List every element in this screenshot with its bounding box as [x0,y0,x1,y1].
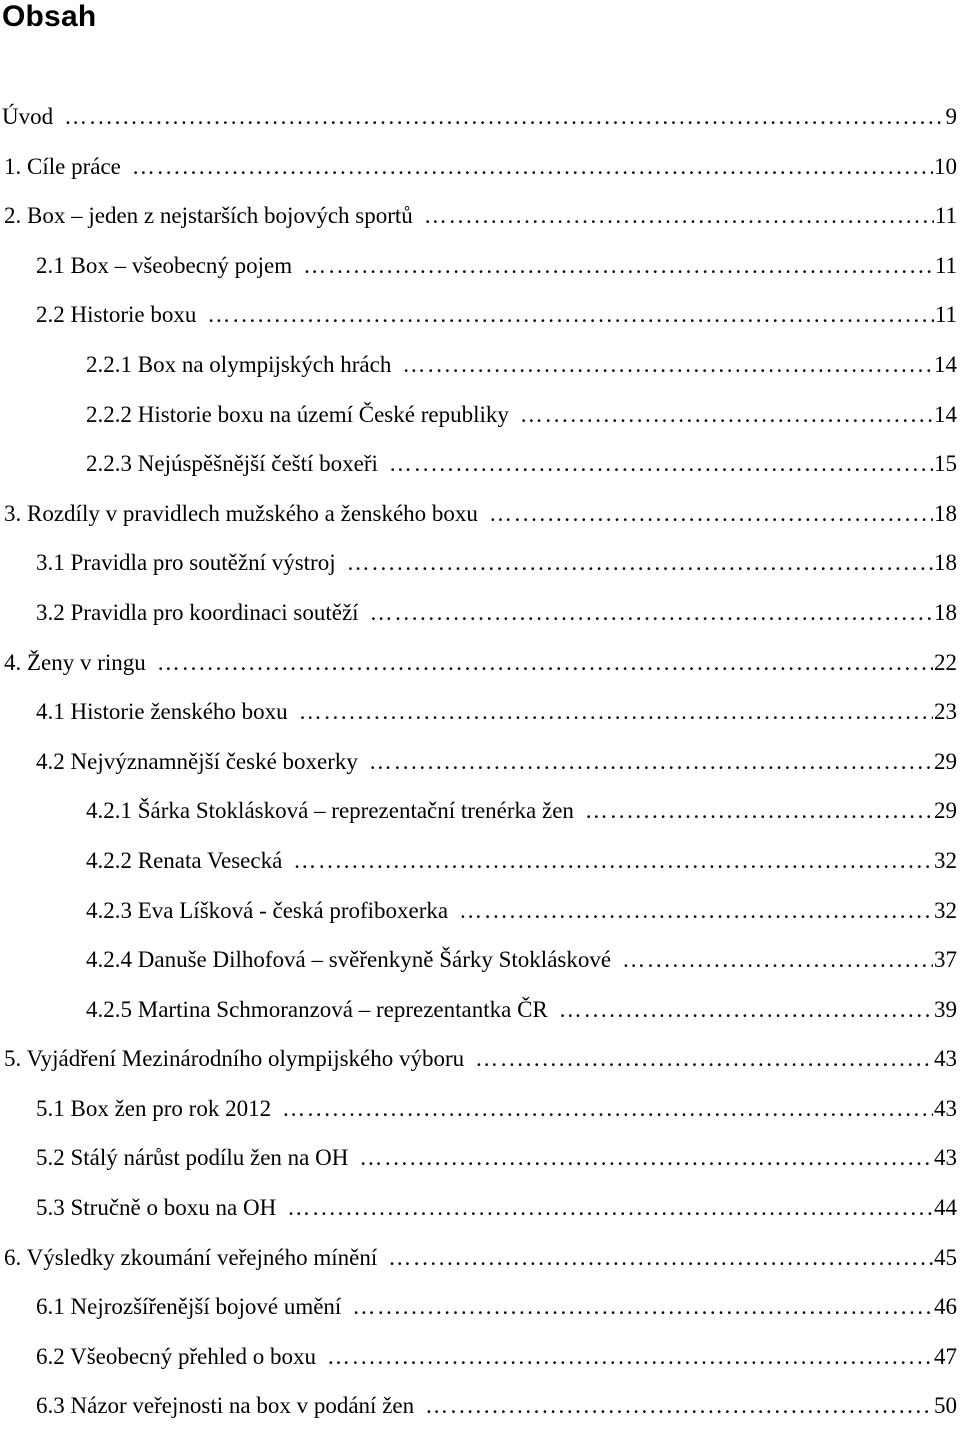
toc-dot-leader [378,1233,933,1283]
toc-entry-page-number: 18 [934,550,957,576]
toc-entry-page-number: 43 [934,1145,957,1171]
toc-entry-title: 4.2.5 Martina Schmoranzová – reprezentantka ČR [86,996,548,1022]
toc-entry[interactable] [0,92,960,142]
toc-dot-leader [54,92,944,142]
toc-entry-page-number: 29 [934,798,957,824]
toc-dot-leader [449,886,933,936]
toc-dot-leader [612,935,933,985]
toc-entry-title: 4.2 Nejvýznamnější české boxerky [36,748,358,774]
toc-dot-leader [479,489,933,539]
toc-entry-page-number: 43 [934,1095,957,1121]
toc-entry-page-number: 32 [934,847,957,873]
toc-dot-leader [337,538,933,588]
toc-entry-title: 6. Výsledky zkoumání veřejného mínění [4,1244,378,1270]
toc-entry-title: 2.2.2 Historie boxu na území České republiky [86,401,509,427]
page-title: Obsah [2,0,97,33]
toc-entry-title: 2.2.3 Nejúspěšnější čeští boxeři [86,451,378,477]
toc-entry[interactable] [0,985,960,1035]
toc-entry[interactable] [0,290,960,340]
toc-entry-title: 5.3 Stručně o boxu na OH [36,1195,277,1221]
toc-entry-page-number: 46 [934,1294,957,1320]
toc-entry-title: 4.2.2 Renata Vesecká [86,847,283,873]
toc-entry-title: 2.2 Historie boxu [36,302,197,328]
toc-entry-page-number: 39 [934,996,957,1022]
toc-dot-leader [197,290,933,340]
toc-entry-title: 4.2.3 Eva Líšková - česká profiboxerka [86,897,449,923]
toc-entry-page-number: 10 [934,153,957,179]
toc-entry-page-number: 45 [934,1244,957,1270]
toc-entry[interactable] [0,439,960,489]
toc-entry[interactable] [0,1332,960,1382]
toc-entry-page-number: 50 [934,1393,957,1419]
toc-entry-title: 5. Vyjádření Mezinárodního olympijského výboru [4,1046,465,1072]
toc-entry-title: Úvod [2,104,54,129]
toc-entry-title: 2.2.1 Box na olympijských hrách [86,351,392,377]
toc-entry-page-number: 9 [945,104,957,129]
toc-entry-title: 5.2 Stálý nárůst podílu žen na OH [36,1145,349,1171]
toc-dot-leader [549,985,933,1035]
toc-entry[interactable] [0,489,960,539]
toc-entry-page-number: 43 [934,1046,957,1072]
toc-entry[interactable] [0,142,960,192]
toc-entry[interactable] [0,340,960,390]
toc-dot-leader [465,1034,933,1084]
toc-entry-page-number: 14 [934,351,957,377]
toc-dot-leader [359,737,933,787]
toc-entry[interactable] [0,638,960,688]
toc-entry-title: 3. Rozdíly v pravidlech mužského a ženského boxu [4,500,478,526]
toc-entry-page-number: 23 [934,699,957,725]
toc-entry[interactable] [0,588,960,638]
toc-entry[interactable] [0,836,960,886]
toc-entry-title: 2. Box – jeden z nejstarších bojových sportů [4,203,413,229]
toc-dot-leader [277,1183,933,1233]
toc-entry-title: 4.2.4 Danuše Dilhofová – svěřenkyně Šárky Stokláskové [86,947,612,973]
toc-dot-leader [415,1381,933,1431]
toc-entry-page-number: 11 [934,252,957,278]
toc-dot-leader [392,340,933,390]
toc-entry[interactable] [0,191,960,241]
toc-entry-page-number: 11 [934,302,957,328]
toc-entry-page-number: 18 [934,500,957,526]
toc-entry-page-number: 22 [934,649,957,675]
toc-entry[interactable] [0,886,960,936]
toc-entry[interactable] [0,687,960,737]
table-of-contents [0,92,960,1431]
toc-entry-page-number: 47 [934,1343,957,1369]
toc-dot-leader [414,191,934,241]
toc-entry[interactable] [0,538,960,588]
toc-entry[interactable] [0,390,960,440]
toc-entry-page-number: 32 [934,897,957,923]
toc-dot-leader [289,687,933,737]
toc-entry[interactable] [0,1282,960,1332]
toc-dot-leader [317,1332,933,1382]
toc-entry[interactable] [0,737,960,787]
toc-entry-title: 6.3 Názor veřejnosti na box v podání žen [36,1393,415,1419]
toc-entry[interactable] [0,1133,960,1183]
toc-dot-leader [379,439,933,489]
toc-entry-title: 3.2 Pravidla pro koordinaci soutěží [36,599,359,625]
toc-dot-leader [360,588,933,638]
toc-dot-leader [349,1133,933,1183]
toc-entry-title: 6.1 Nejrozšířenější bojové umění [36,1294,342,1320]
toc-entry-title: 2.1 Box – všeobecný pojem [36,252,293,278]
toc-entry[interactable] [0,1233,960,1283]
toc-entry-page-number: 11 [934,203,957,229]
toc-entry-page-number: 15 [934,451,957,477]
toc-entry-page-number: 29 [934,748,957,774]
toc-entry[interactable] [0,1183,960,1233]
toc-dot-leader [342,1282,933,1332]
toc-entry-page-number: 14 [934,401,957,427]
toc-entry[interactable] [0,1381,960,1431]
toc-entry-page-number: 44 [934,1195,957,1221]
toc-entry[interactable] [0,935,960,985]
toc-dot-leader [293,241,934,291]
toc-entry-title: 4.1 Historie ženského boxu [36,699,288,725]
toc-entry[interactable] [0,1034,960,1084]
toc-dot-leader [283,836,933,886]
toc-entry-title: 3.1 Pravidla pro soutěžní výstroj [36,550,336,576]
toc-entry[interactable] [0,1084,960,1134]
toc-entry-page-number: 37 [934,947,957,973]
toc-dot-leader [147,638,933,688]
toc-entry-title: 4.2.1 Šárka Stoklásková – reprezentační trenérka žen [86,798,574,824]
toc-entry[interactable] [0,786,960,836]
toc-dot-leader [272,1084,933,1134]
toc-entry-title: 1. Cíle práce [4,153,121,179]
toc-entry-page-number: 18 [934,599,957,625]
toc-entry[interactable] [0,241,960,291]
toc-dot-leader [510,390,933,440]
toc-dot-leader [575,786,933,836]
toc-entry-title: 4. Ženy v ringu [4,649,146,675]
toc-dot-leader [122,142,933,192]
toc-entry-title: 6.2 Všeobecný přehled o boxu [36,1343,316,1369]
toc-entry-title: 5.1 Box žen pro rok 2012 [36,1095,272,1121]
